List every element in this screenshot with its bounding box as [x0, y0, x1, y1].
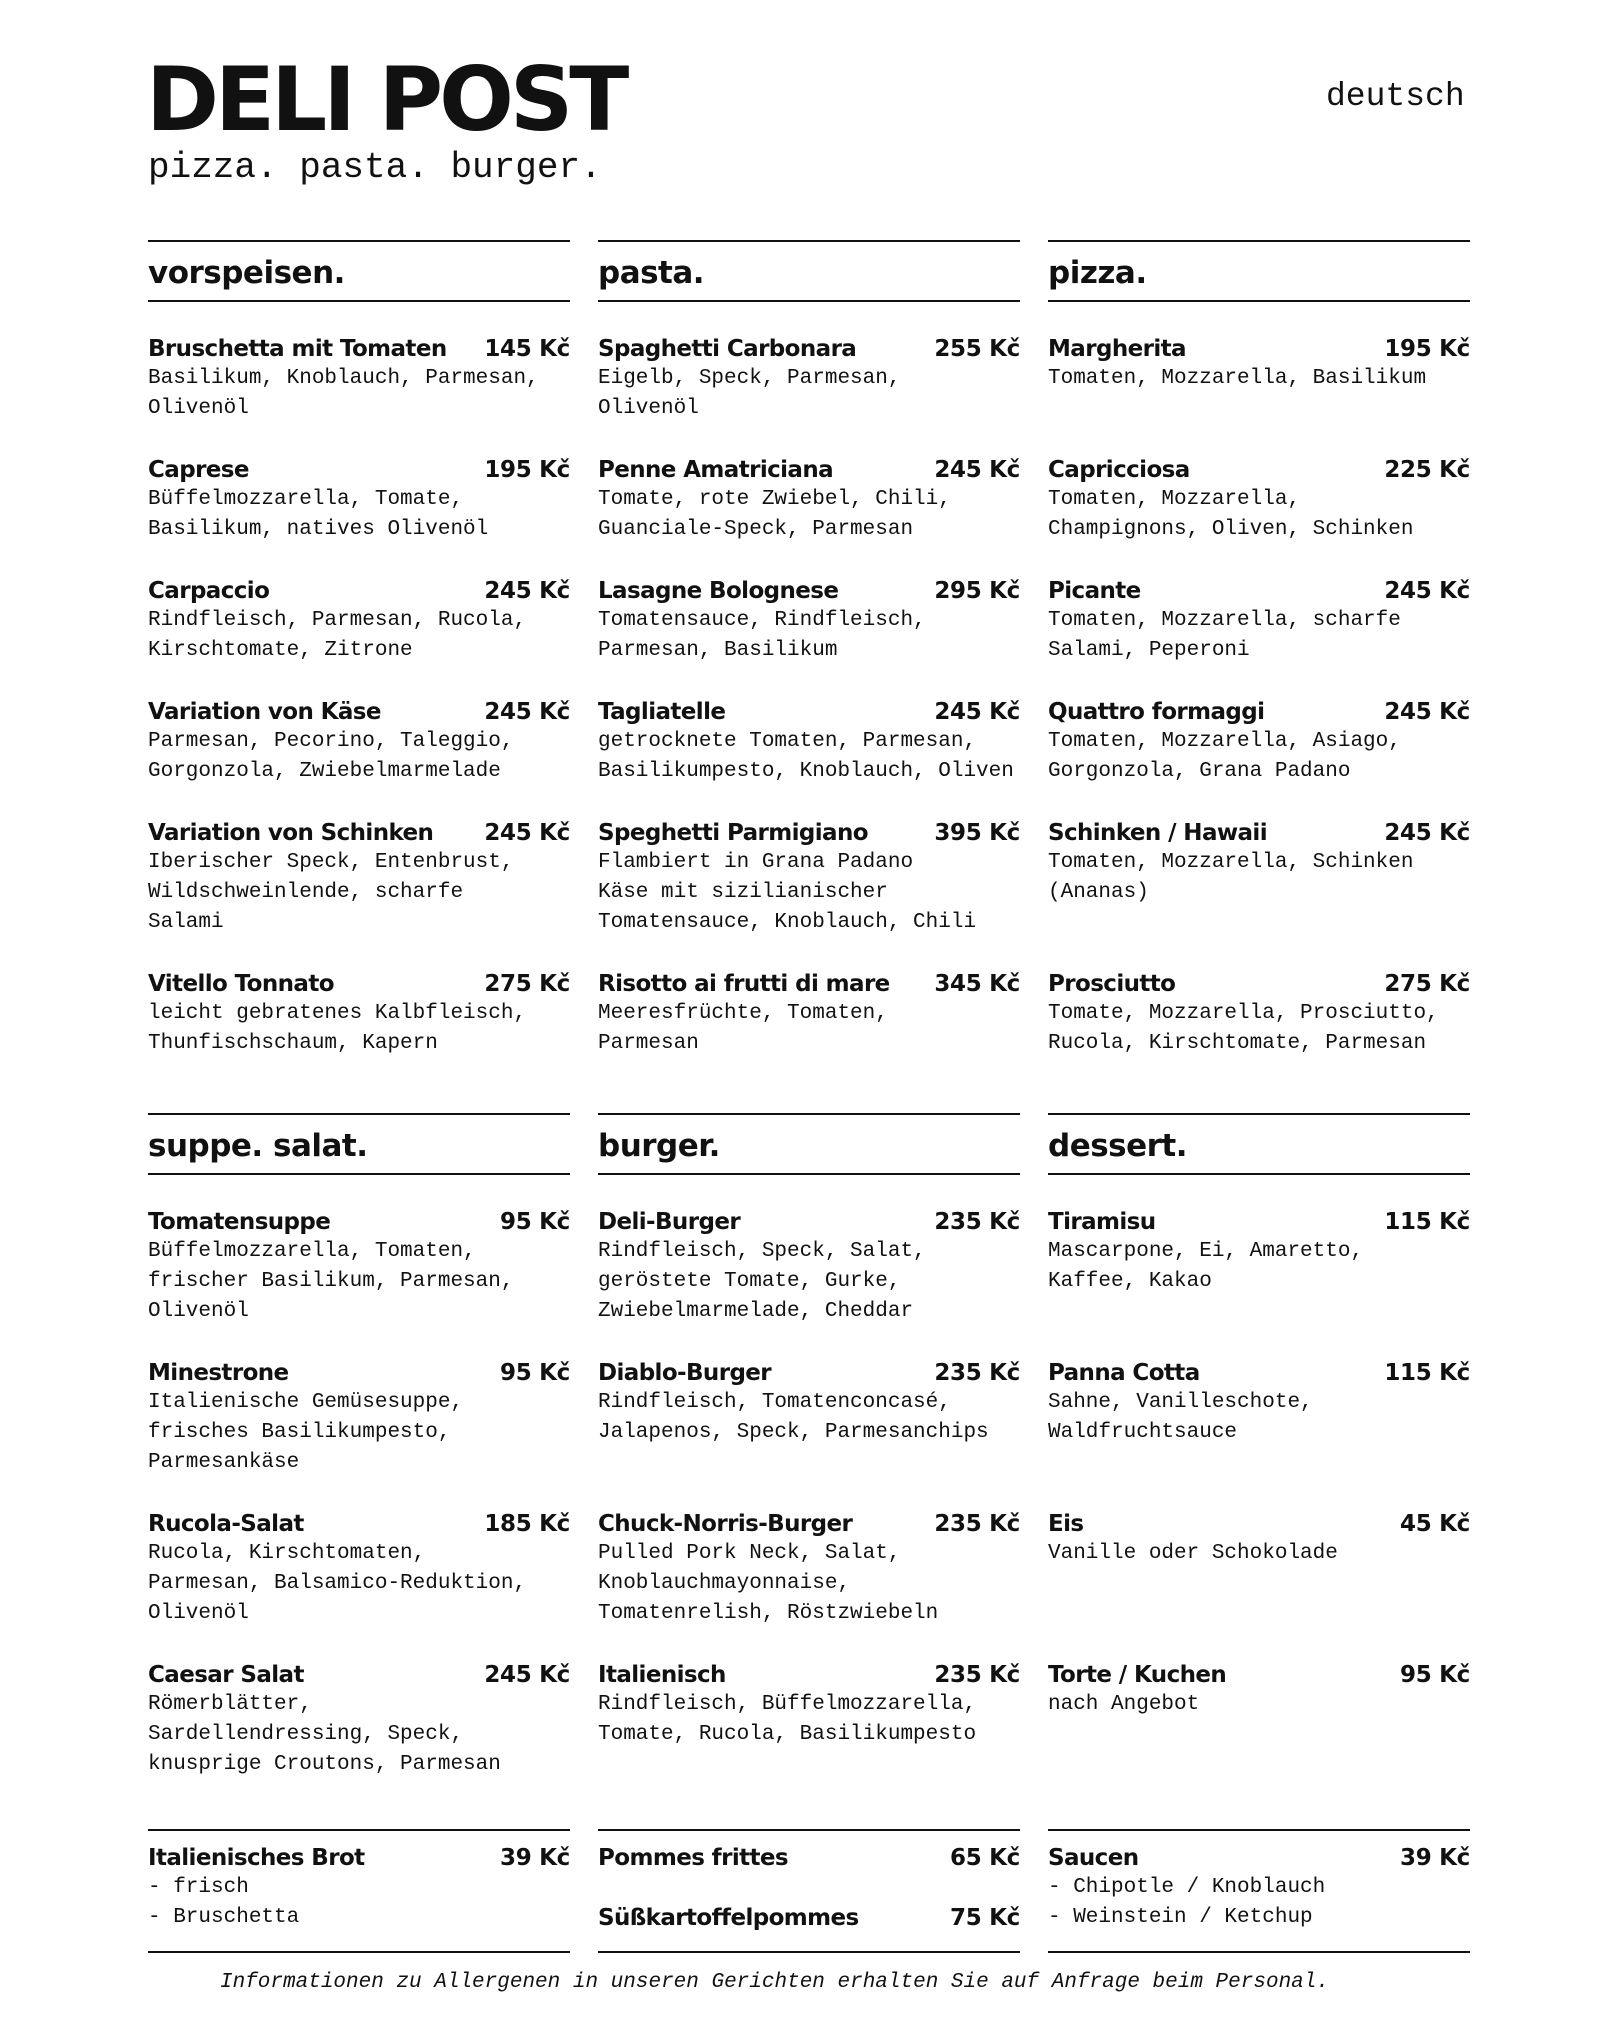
- menu-item: [148, 576, 570, 666]
- item-description: Pulled Pork Neck, Salat, Knoblauchmayonnaise, Tomatenrelish, Röstzwiebeln: [598, 1542, 939, 1625]
- item-price: 75 Kč: [950, 1905, 1020, 1931]
- item-name: Tomatensuppe: [148, 1209, 331, 1235]
- menu-item: [148, 1207, 570, 1327]
- menu-item: [1048, 1207, 1470, 1297]
- menu-item: [598, 1843, 1020, 1873]
- item-name: Prosciutto: [1048, 971, 1176, 997]
- allergen-note: Informationen zu Allergenen in unseren Gerichten erhalten Sie auf Anfrage beim Personal.: [220, 1971, 1329, 1994]
- item-description: Rucola, Kirschtomaten, Parmesan, Balsamico-Reduktion, Olivenöl: [148, 1542, 527, 1625]
- item-price: 245 Kč: [1384, 820, 1470, 846]
- item-description: Rindfleisch, Büffelmozzarella, Tomate, Rucola, Basilikumpesto: [598, 1693, 977, 1746]
- item-price: 235 Kč: [934, 1662, 1020, 1688]
- item-price: 45 Kč: [1400, 1511, 1470, 1537]
- item-description: leicht gebratenes Kalbfleisch, Thunfischschaum, Kapern: [148, 1002, 527, 1055]
- item-name: Speghetti Parmigiano: [598, 820, 868, 846]
- item-description: Rindfleisch, Parmesan, Rucola, Kirschtomate, Zitrone: [148, 609, 527, 662]
- item-price: 245 Kč: [1384, 699, 1470, 725]
- menu-item: [1048, 334, 1470, 394]
- menu-item: [598, 455, 1020, 545]
- item-description: Vanille oder Schokolade: [1048, 1542, 1338, 1565]
- menu-item: [598, 1509, 1020, 1629]
- section-title: suppe. salat.: [148, 1128, 368, 1164]
- item-price: 275 Kč: [484, 971, 570, 997]
- item-name: Penne Amatriciana: [598, 457, 834, 483]
- item-name: Vitello Tonnato: [148, 971, 334, 997]
- item-price: 95 Kč: [500, 1360, 570, 1386]
- item-name: Picante: [1048, 578, 1141, 604]
- menu-item: [598, 1660, 1020, 1750]
- item-price: 39 Kč: [1400, 1845, 1470, 1871]
- item-description: Rindfleisch, Tomatenconcasé, Jalapenos, Speck, Parmesanchips: [598, 1391, 989, 1444]
- item-description: Tomate, Mozzarella, Prosciutto, Rucola, Kirschtomate, Parmesan: [1048, 1002, 1439, 1055]
- item-price: 115 Kč: [1384, 1209, 1470, 1235]
- menu-item: [148, 969, 570, 1059]
- item-price: 255 Kč: [934, 336, 1020, 362]
- item-price: 235 Kč: [934, 1209, 1020, 1235]
- section-pizza: [1048, 240, 1470, 1080]
- item-price: 245 Kč: [484, 578, 570, 604]
- item-price: 185 Kč: [484, 1511, 570, 1537]
- item-name: Carpaccio: [148, 578, 270, 604]
- section-header: [148, 240, 570, 302]
- section-title: vorspeisen.: [148, 255, 345, 291]
- item-name: Tagliatelle: [598, 699, 726, 725]
- item-price: 145 Kč: [484, 336, 570, 362]
- menu-item: [148, 1509, 570, 1629]
- menu-item: [598, 1358, 1020, 1448]
- item-description: Eigelb, Speck, Parmesan, Olivenöl: [598, 367, 901, 420]
- menu-item: [1048, 455, 1470, 545]
- item-price: 245 Kč: [934, 457, 1020, 483]
- item-price: 235 Kč: [934, 1360, 1020, 1386]
- item-price: 245 Kč: [934, 699, 1020, 725]
- menu-item: [1048, 818, 1470, 908]
- extras-sauces: [1048, 1829, 1470, 1953]
- section-pasta: [598, 240, 1020, 1080]
- section-vorspeisen: [148, 240, 570, 1080]
- brand-title: DELI POST: [146, 48, 626, 151]
- item-price: 65 Kč: [950, 1845, 1020, 1871]
- item-name: Variation von Schinken: [148, 820, 434, 846]
- item-name: Deli-Burger: [598, 1209, 741, 1235]
- section-dessert: [1048, 1113, 1470, 1813]
- menu-item: [598, 818, 1020, 938]
- menu-item: [148, 334, 570, 424]
- menu-item: [148, 818, 570, 938]
- item-price: 295 Kč: [934, 578, 1020, 604]
- item-description: Tomaten, Mozzarella, scharfe Salami, Peperoni: [1048, 609, 1401, 662]
- item-name: Panna Cotta: [1048, 1360, 1200, 1386]
- item-price: 275 Kč: [1384, 971, 1470, 997]
- item-price: 39 Kč: [500, 1845, 570, 1871]
- item-name: Italienisches Brot: [148, 1845, 365, 1871]
- item-description: Tomaten, Mozzarella, Champignons, Oliven, Schinken: [1048, 488, 1414, 541]
- item-description: Tomaten, Mozzarella, Schinken (Ananas): [1048, 851, 1414, 904]
- item-name: Risotto ai frutti di mare: [598, 971, 890, 997]
- item-name: Tiramisu: [1048, 1209, 1156, 1235]
- item-name: Variation von Käse: [148, 699, 381, 725]
- item-price: 245 Kč: [484, 699, 570, 725]
- item-name: Bruschetta mit Tomaten: [148, 336, 447, 362]
- menu-item: [1048, 1358, 1470, 1448]
- item-description: Rindfleisch, Speck, Salat, geröstete Tomate, Gurke, Zwiebelmarmelade, Cheddar: [598, 1240, 926, 1323]
- section-title: pizza.: [1048, 255, 1147, 291]
- item-description: nach Angebot: [1048, 1693, 1200, 1716]
- extras-bread: [148, 1829, 570, 1953]
- item-name: Saucen: [1048, 1845, 1139, 1871]
- menu-item: [598, 697, 1020, 787]
- item-name: Torte / Kuchen: [1048, 1662, 1227, 1688]
- menu-item: [598, 576, 1020, 666]
- menu-item: [1048, 576, 1470, 666]
- section-header: [1048, 1113, 1470, 1175]
- item-price: 95 Kč: [1400, 1662, 1470, 1688]
- item-price: 345 Kč: [934, 971, 1020, 997]
- menu-item: [1048, 697, 1470, 787]
- item-description: Römerblätter, Sardellendressing, Speck, knusprige Croutons, Parmesan: [148, 1693, 501, 1776]
- item-name: Eis: [1048, 1511, 1084, 1537]
- item-price: 245 Kč: [484, 1662, 570, 1688]
- item-price: 195 Kč: [1384, 336, 1470, 362]
- item-name: Italienisch: [598, 1662, 726, 1688]
- item-name: Rucola-Salat: [148, 1511, 304, 1537]
- item-price: 115 Kč: [1384, 1360, 1470, 1386]
- item-price: 235 Kč: [934, 1511, 1020, 1537]
- menu-item: [148, 697, 570, 787]
- item-name: Diablo-Burger: [598, 1360, 772, 1386]
- section-title: burger.: [598, 1128, 720, 1164]
- brand-tagline: pizza. pasta. burger.: [148, 147, 602, 188]
- item-description: Italienische Gemüsesuppe, frisches Basilikumpesto, Parmesankäse: [148, 1391, 464, 1474]
- menu-item: [598, 1207, 1020, 1327]
- menu-item: [1048, 1509, 1470, 1569]
- item-description: Tomaten, Mozzarella, Basilikum: [1048, 367, 1427, 390]
- item-description: Tomatensauce, Rindfleisch, Parmesan, Basilikum: [598, 609, 926, 662]
- extras-fries: [598, 1829, 1020, 1953]
- item-price: 245 Kč: [484, 820, 570, 846]
- menu-item: [148, 1843, 570, 1933]
- menu-item: [598, 969, 1020, 1059]
- item-name: Schinken / Hawaii: [1048, 820, 1268, 846]
- item-description: Sahne, Vanilleschote, Waldfruchtsauce: [1048, 1391, 1313, 1444]
- item-description: Mascarpone, Ei, Amaretto, Kaffee, Kakao: [1048, 1240, 1364, 1293]
- item-price: 225 Kč: [1384, 457, 1470, 483]
- item-description: Meeresfrüchte, Tomaten, Parmesan: [598, 1002, 888, 1055]
- item-name: Spaghetti Carbonara: [598, 336, 857, 362]
- section-title: dessert.: [1048, 1128, 1188, 1164]
- section-header: [598, 240, 1020, 302]
- section-header: [148, 1113, 570, 1175]
- item-description: Iberischer Speck, Entenbrust, Wildschweinlende, scharfe Salami: [148, 851, 514, 934]
- section-burger: [598, 1113, 1020, 1813]
- menu-item: [598, 334, 1020, 424]
- menu-item: [148, 1660, 570, 1780]
- menu-item: [148, 1358, 570, 1478]
- item-name: Quattro formaggi: [1048, 699, 1265, 725]
- item-description: - frisch - Bruschetta: [148, 1876, 300, 1929]
- item-name: Caprese: [148, 457, 249, 483]
- item-description: Tomaten, Mozzarella, Asiago, Gorgonzola, Grana Padano: [1048, 730, 1401, 783]
- item-description: Büffelmozzarella, Tomaten, frischer Basilikum, Parmesan, Olivenöl: [148, 1240, 514, 1323]
- menu-item: [148, 455, 570, 545]
- item-price: 95 Kč: [500, 1209, 570, 1235]
- item-price: 195 Kč: [484, 457, 570, 483]
- item-name: Lasagne Bolognese: [598, 578, 839, 604]
- item-name: Minestrone: [148, 1360, 289, 1386]
- item-description: Basilikum, Knoblauch, Parmesan, Olivenöl: [148, 367, 539, 420]
- menu-item: [1048, 969, 1470, 1059]
- item-name: Margherita: [1048, 336, 1186, 362]
- menu-item: [1048, 1660, 1470, 1720]
- section-header: [1048, 240, 1470, 302]
- item-name: Pommes frittes: [598, 1845, 788, 1871]
- item-description: Tomate, rote Zwiebel, Chili, Guanciale-Speck, Parmesan: [598, 488, 951, 541]
- item-description: Büffelmozzarella, Tomate, Basilikum, natives Olivenöl: [148, 488, 489, 541]
- item-description: Flambiert in Grana Padano Käse mit sizilianischer Tomatensauce, Knoblauch, Chili: [598, 851, 977, 934]
- item-name: Caesar Salat: [148, 1662, 304, 1688]
- item-name: Süßkartoffelpommes: [598, 1905, 859, 1931]
- item-name: Capricciosa: [1048, 457, 1190, 483]
- section-suppe-salat: [148, 1113, 570, 1813]
- item-description: Parmesan, Pecorino, Taleggio, Gorgonzola, Zwiebelmarmelade: [148, 730, 514, 783]
- item-description: - Chipotle / Knoblauch - Weinstein / Ketchup: [1048, 1876, 1326, 1929]
- menu-item: [1048, 1843, 1470, 1933]
- language-label[interactable]: deutsch: [1326, 78, 1465, 115]
- section-title: pasta.: [598, 255, 705, 291]
- section-header: [598, 1113, 1020, 1175]
- item-description: getrocknete Tomaten, Parmesan, Basilikumpesto, Knoblauch, Oliven: [598, 730, 1014, 783]
- item-name: Chuck-Norris-Burger: [598, 1511, 853, 1537]
- item-price: 395 Kč: [934, 820, 1020, 846]
- item-price: 245 Kč: [1384, 578, 1470, 604]
- menu-item: [598, 1903, 1020, 1933]
